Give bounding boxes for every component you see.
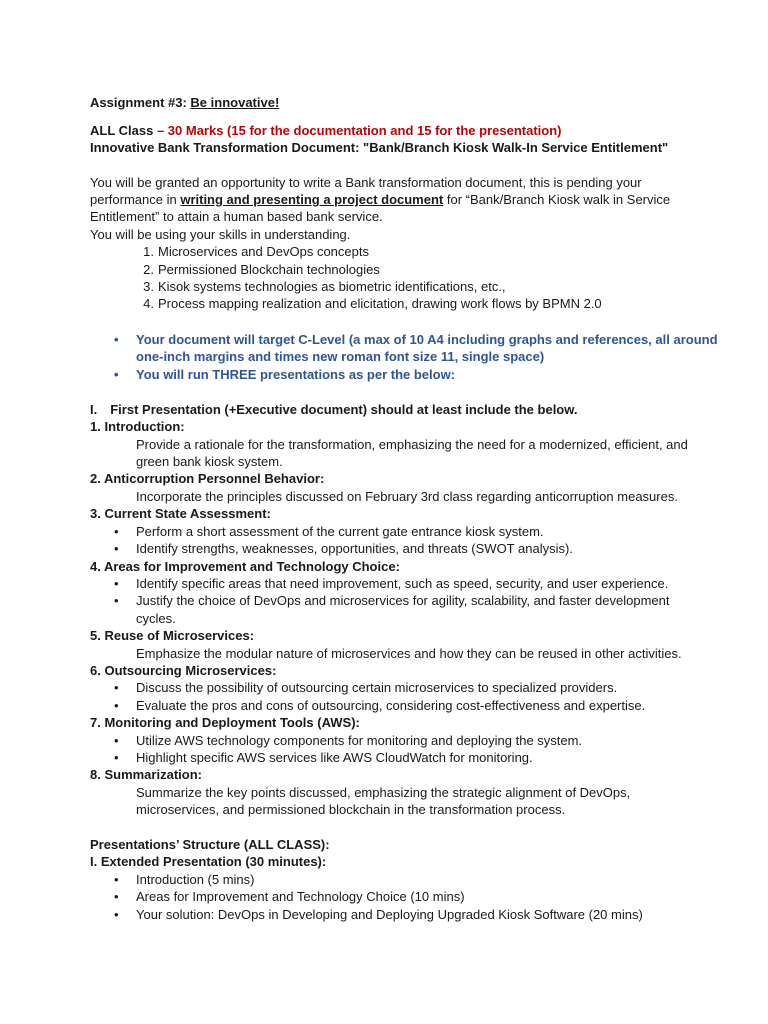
bullet-item: • Areas for Improvement and Technology Choice (10 mins): [114, 889, 465, 904]
bullet-item: • Perform a short assessment of the current gate entrance kiosk system.: [114, 524, 544, 539]
intro-line-1: You will be granted an opportunity to write a Bank transformation document, this is pending your: [90, 175, 642, 190]
bullet-item: • Evaluate the pros and cons of outsourcing, considering cost-effectiveness and expertise.: [114, 698, 646, 713]
blue-bullet-2: • You will run THREE presentations as per the below:: [114, 367, 456, 382]
marks-line: ALL Class – 30 Marks (15 for the documentation and 15 for the presentation): [90, 123, 562, 138]
item-paragraph: Emphasize the modular nature of microservices and how they can be reused in other activities.: [136, 646, 682, 661]
bullet-item-cont: cycles.: [136, 611, 176, 626]
item-heading: 5. Reuse of Microservices:: [90, 628, 255, 643]
item-heading: 8. Summarization:: [90, 767, 202, 782]
list-item: 3. Kisok systems technologies as biometric identifications, etc.,: [143, 279, 506, 294]
bullet-item: • Utilize AWS technology components for monitoring and deploying the system.: [114, 733, 583, 748]
list-item: 1. Microservices and DevOps concepts: [143, 244, 369, 259]
structure-heading: Presentations’ Structure (ALL CLASS):: [90, 837, 330, 852]
document-title: Innovative Bank Transformation Document: "Bank/Branch Kiosk Walk-In Service Entitlement": [90, 140, 669, 155]
assignment-heading: Assignment #3: Be innovative!: [90, 95, 280, 110]
intro-line-3: Entitlement” to attain a human based bank service.: [90, 209, 383, 224]
bullet-item: • Justify the choice of DevOps and microservices for agility, scalability, and faster development: [114, 593, 670, 608]
assignment-title: Be innovative!: [190, 95, 280, 110]
bullet-item: • Discuss the possibility of outsourcing certain microservices to specialized providers.: [114, 680, 618, 695]
bullet-item: • Identify strengths, weaknesses, opportunities, and threats (SWOT analysis).: [114, 541, 573, 556]
bullet-item: • Identify specific areas that need improvement, such as speed, security, and user experience.: [114, 576, 669, 591]
item-paragraph: Summarize the key points discussed, emphasizing the strategic alignment of DevOps,: [136, 785, 631, 800]
section-heading: I. First Presentation (+Executive document) should at least include the below.: [90, 402, 578, 417]
structure-subheading: I. Extended Presentation (30 minutes):: [90, 854, 327, 869]
item-paragraph: green bank kiosk system.: [136, 454, 283, 469]
intro-line-4: You will be using your skills in understanding.: [90, 227, 351, 242]
item-paragraph: Provide a rationale for the transformation, emphasizing the need for a modernized, efficient, and: [136, 437, 688, 452]
bullet-item: • Your solution: DevOps in Developing and Deploying Upgraded Kiosk Software (20 mins): [114, 907, 643, 922]
item-paragraph: Incorporate the principles discussed on February 3rd class regarding anticorruption measures.: [136, 489, 678, 504]
blue-bullet-1: • Your document will target C-Level (a max of 10 A4 including graphs and references, all around: [114, 332, 718, 347]
item-heading: 2. Anticorruption Personnel Behavior:: [90, 471, 325, 486]
blue-bullet-1-cont: one-inch margins and times new roman font size 11, single space): [136, 349, 545, 364]
item-paragraph: microservices, and permissioned blockchain in the transformation process.: [136, 802, 566, 817]
list-item: 4. Process mapping realization and elicitation, drawing work flows by BPMN 2.0: [143, 296, 602, 311]
intro-line-2: performance in writing and presenting a project document for “Bank/Branch Kiosk walk in Service: [90, 192, 671, 207]
item-heading: 6. Outsourcing Microservices:: [90, 663, 277, 678]
item-heading: 7. Monitoring and Deployment Tools (AWS):: [90, 715, 360, 730]
item-heading: 4. Areas for Improvement and Technology Choice:: [90, 559, 400, 574]
bullet-item: • Introduction (5 mins): [114, 872, 255, 887]
bullet-item: • Highlight specific AWS services like AWS CloudWatch for monitoring.: [114, 750, 533, 765]
item-heading: 3. Current State Assessment:: [90, 506, 271, 521]
item-heading: 1. Introduction:: [90, 419, 185, 434]
list-item: 2. Permissioned Blockchain technologies: [143, 262, 380, 277]
